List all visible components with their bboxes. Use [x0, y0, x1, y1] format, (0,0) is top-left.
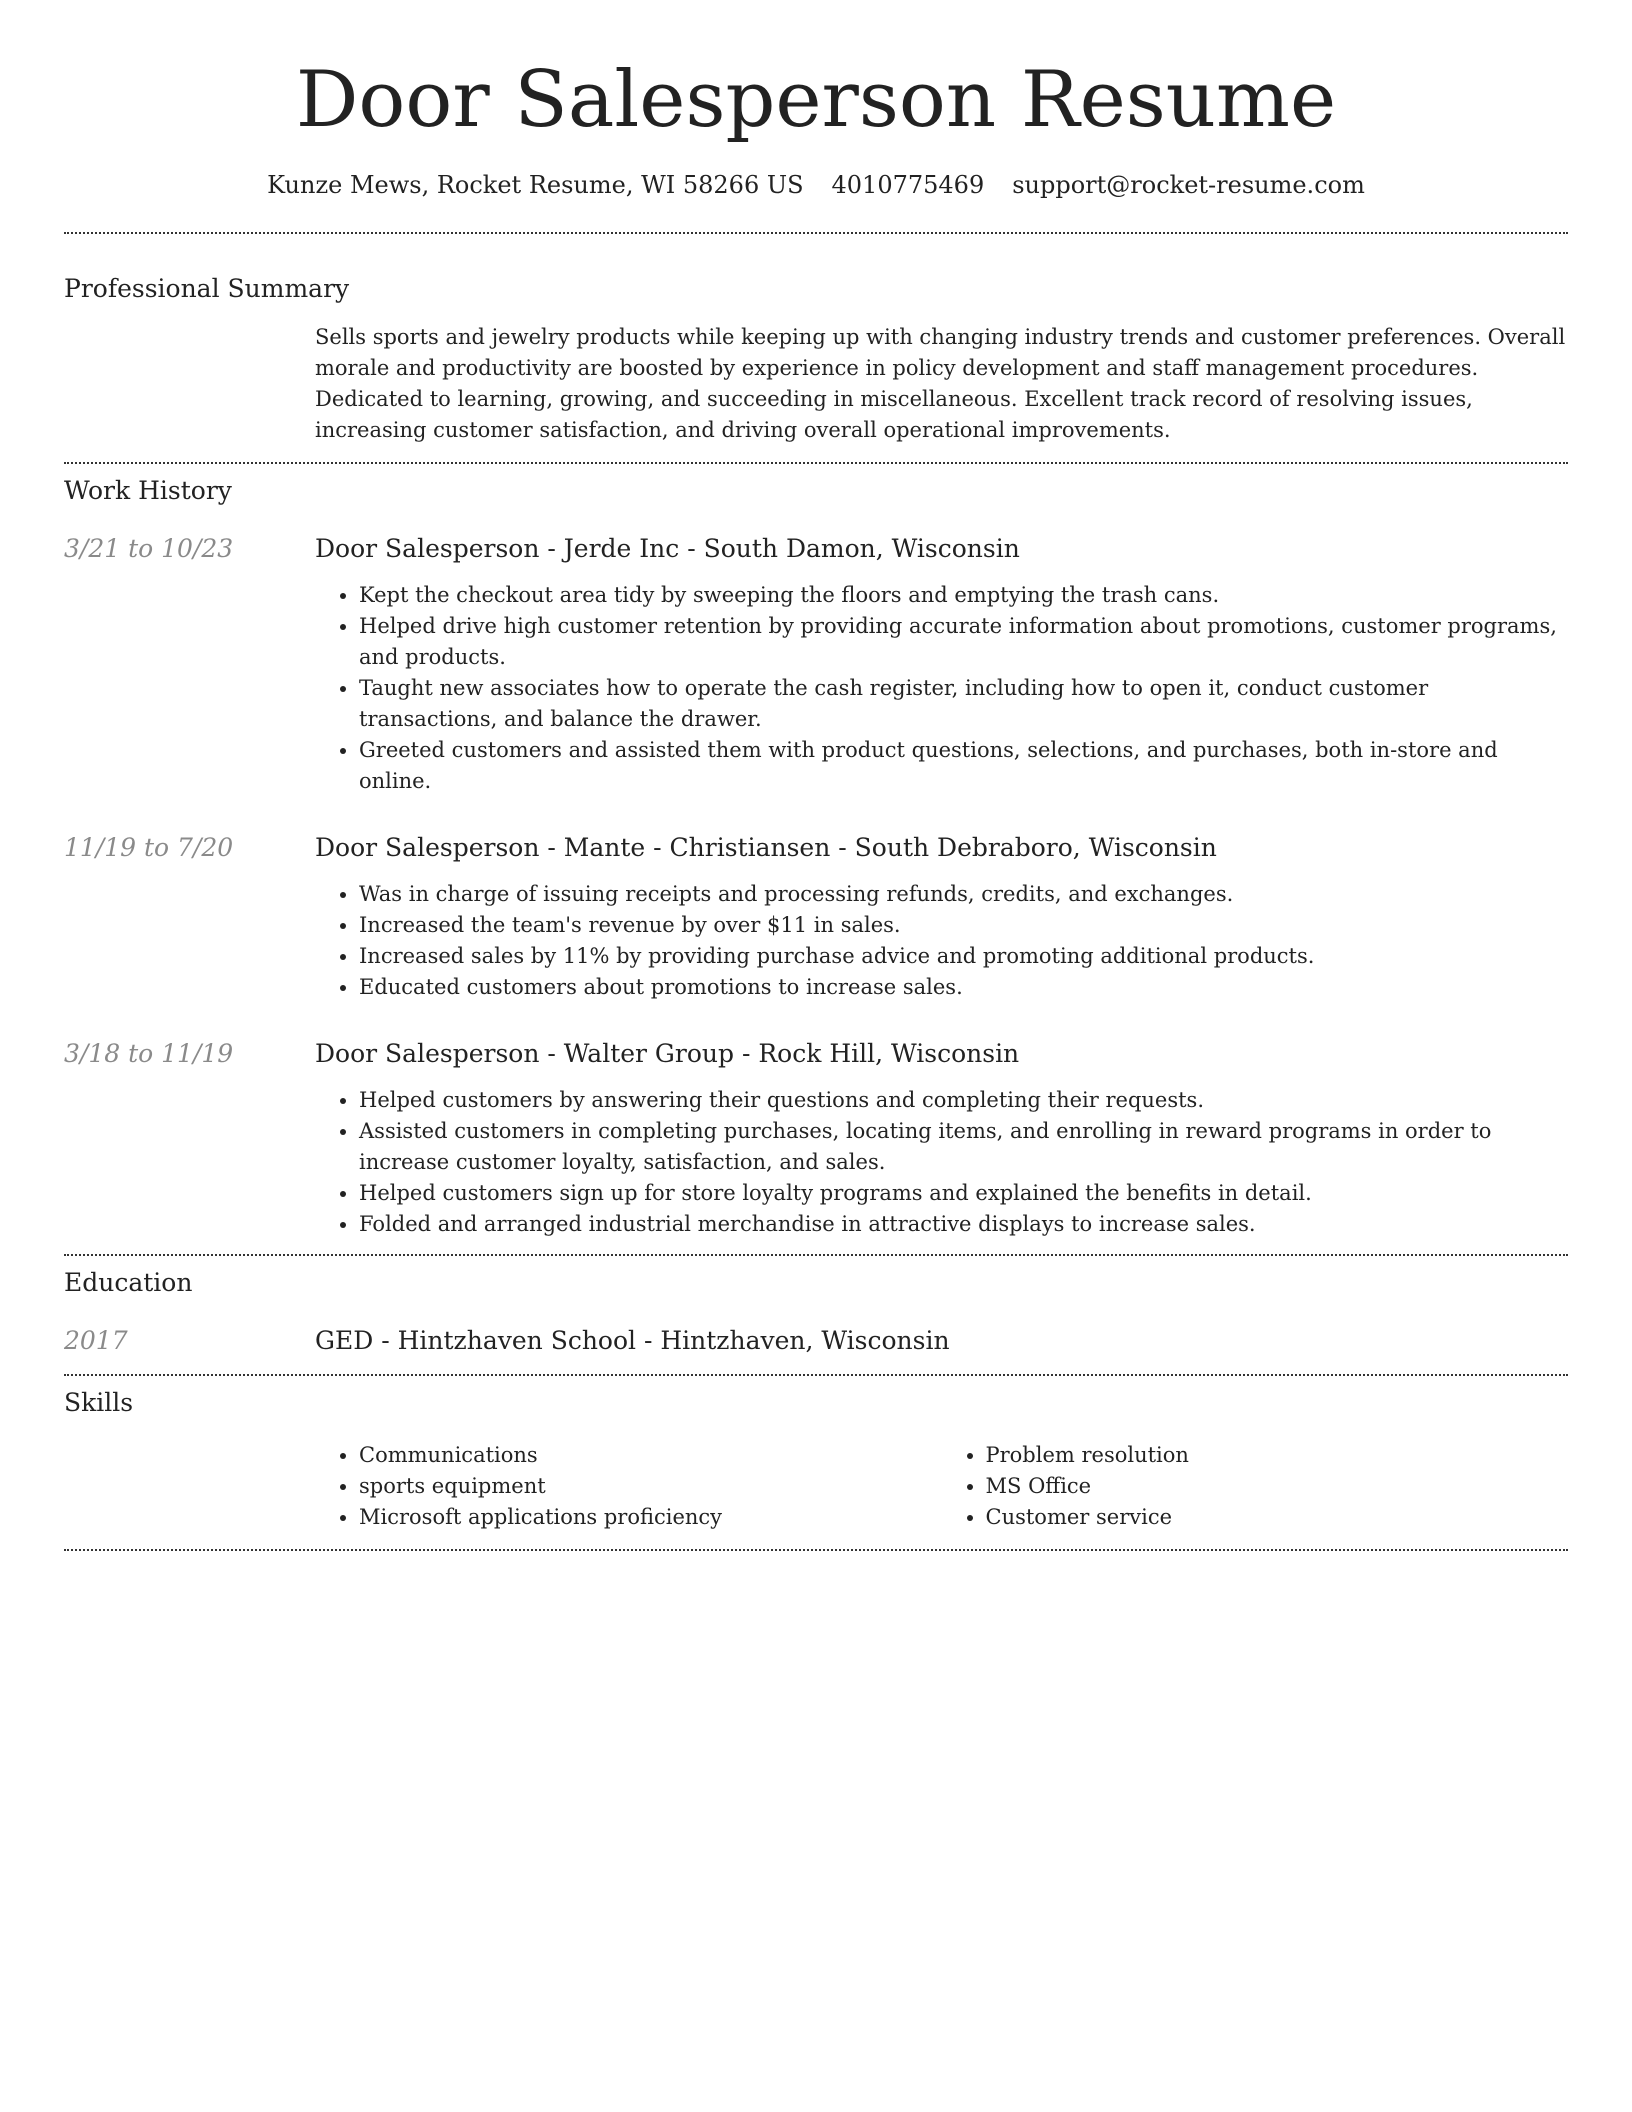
summary-heading: Professional Summary	[64, 274, 350, 303]
contact-phone: 4010775469	[831, 171, 985, 199]
list-item: • Communications	[359, 1440, 942, 1471]
job-title: Door Salesperson - Jerde Inc - South Damon, Wisconsin	[315, 534, 1020, 563]
list-item: • Helped customers by answering their questions and completing their requests.	[359, 1085, 1568, 1116]
list-item: • Increased the team's revenue by over $11 in sales.	[359, 910, 1568, 941]
job-bullets	[315, 1085, 1568, 1240]
list-item: • MS Office	[986, 1471, 1569, 1502]
contact-address: Kunze Mews, Rocket Resume, WI 58266 US	[267, 171, 804, 199]
job-title: Door Salesperson - Walter Group - Rock Hill, Wisconsin	[315, 1039, 1020, 1068]
list-item: • Helped customers sign up for store loyalty programs and explained the benefits in detail.	[359, 1178, 1568, 1209]
list-item: • Taught new associates how to operate the cash register, including how to open it, conduct customer transactions, and balance the drawer.	[359, 673, 1568, 735]
skills-heading: Skills	[64, 1388, 134, 1417]
list-item: • Microsoft applications proficiency	[359, 1502, 942, 1533]
list-item: • Assisted customers in completing purchases, locating items, and enrolling in reward programs in order to increase customer loyalty, satisfaction, and sales.	[359, 1116, 1568, 1178]
contact-line	[64, 168, 1568, 202]
contact-email: support@rocket-resume.com	[1012, 171, 1365, 199]
job-bullets	[315, 580, 1568, 797]
list-item: • Problem resolution	[986, 1440, 1569, 1471]
job-entry	[64, 532, 1568, 797]
work-history-section	[64, 464, 1568, 1240]
job-entry	[64, 831, 1568, 1003]
job-dates: 3/21 to 10/23	[64, 534, 234, 563]
job-title: Door Salesperson - Mante - Christiansen - South Debraboro, Wisconsin	[315, 833, 1217, 862]
list-item: • Greeted customers and assisted them with product questions, selections, and purchases, both in-store and online.	[359, 735, 1568, 797]
job-dates: 3/18 to 11/19	[64, 1039, 234, 1068]
page-title: Door Salesperson Resume	[295, 55, 1337, 145]
education-year: 2017	[64, 1326, 128, 1355]
job-bullets	[315, 879, 1568, 1003]
list-item: • Educated customers about promotions to increase sales.	[359, 972, 1568, 1003]
job-dates: 11/19 to 7/20	[64, 833, 234, 862]
list-item: • Was in charge of issuing receipts and processing refunds, credits, and exchanges.	[359, 879, 1568, 910]
list-item: • Increased sales by 11% by providing purchase advice and promoting additional products.	[359, 941, 1568, 972]
education-section	[64, 1256, 1568, 1358]
list-item: • sports equipment	[359, 1471, 942, 1502]
list-item: • Helped drive high customer retention by providing accurate information about promotions, customer programs, and products.	[359, 611, 1568, 673]
list-item: • Folded and arranged industrial merchandise in attractive displays to increase sales.	[359, 1209, 1568, 1240]
skills-column-2	[942, 1440, 1569, 1533]
skills-column-1	[315, 1440, 942, 1533]
work-history-heading: Work History	[64, 476, 232, 505]
skills-section	[64, 1376, 1568, 1533]
divider	[64, 1549, 1568, 1551]
summary-section	[64, 234, 1568, 446]
education-heading: Education	[64, 1268, 193, 1297]
summary-text: Sells sports and jewelry products while keeping up with changing industry trends and customer preferences. Overall morale and productivity are boosted by experience in policy development and staff management procedures. Dedicated to learning, growing, and succeeding in miscellaneous. Excellent track record of resolving issues, increasing customer satisfaction, and driving overall operational improvements.	[315, 325, 1566, 442]
list-item: • Kept the checkout area tidy by sweeping the floors and emptying the trash cans.	[359, 580, 1568, 611]
education-entry: GED - Hintzhaven School - Hintzhaven, Wisconsin	[315, 1326, 950, 1355]
job-entry	[64, 1037, 1568, 1240]
list-item: • Customer service	[986, 1502, 1569, 1533]
resume-page	[64, 0, 1568, 1551]
